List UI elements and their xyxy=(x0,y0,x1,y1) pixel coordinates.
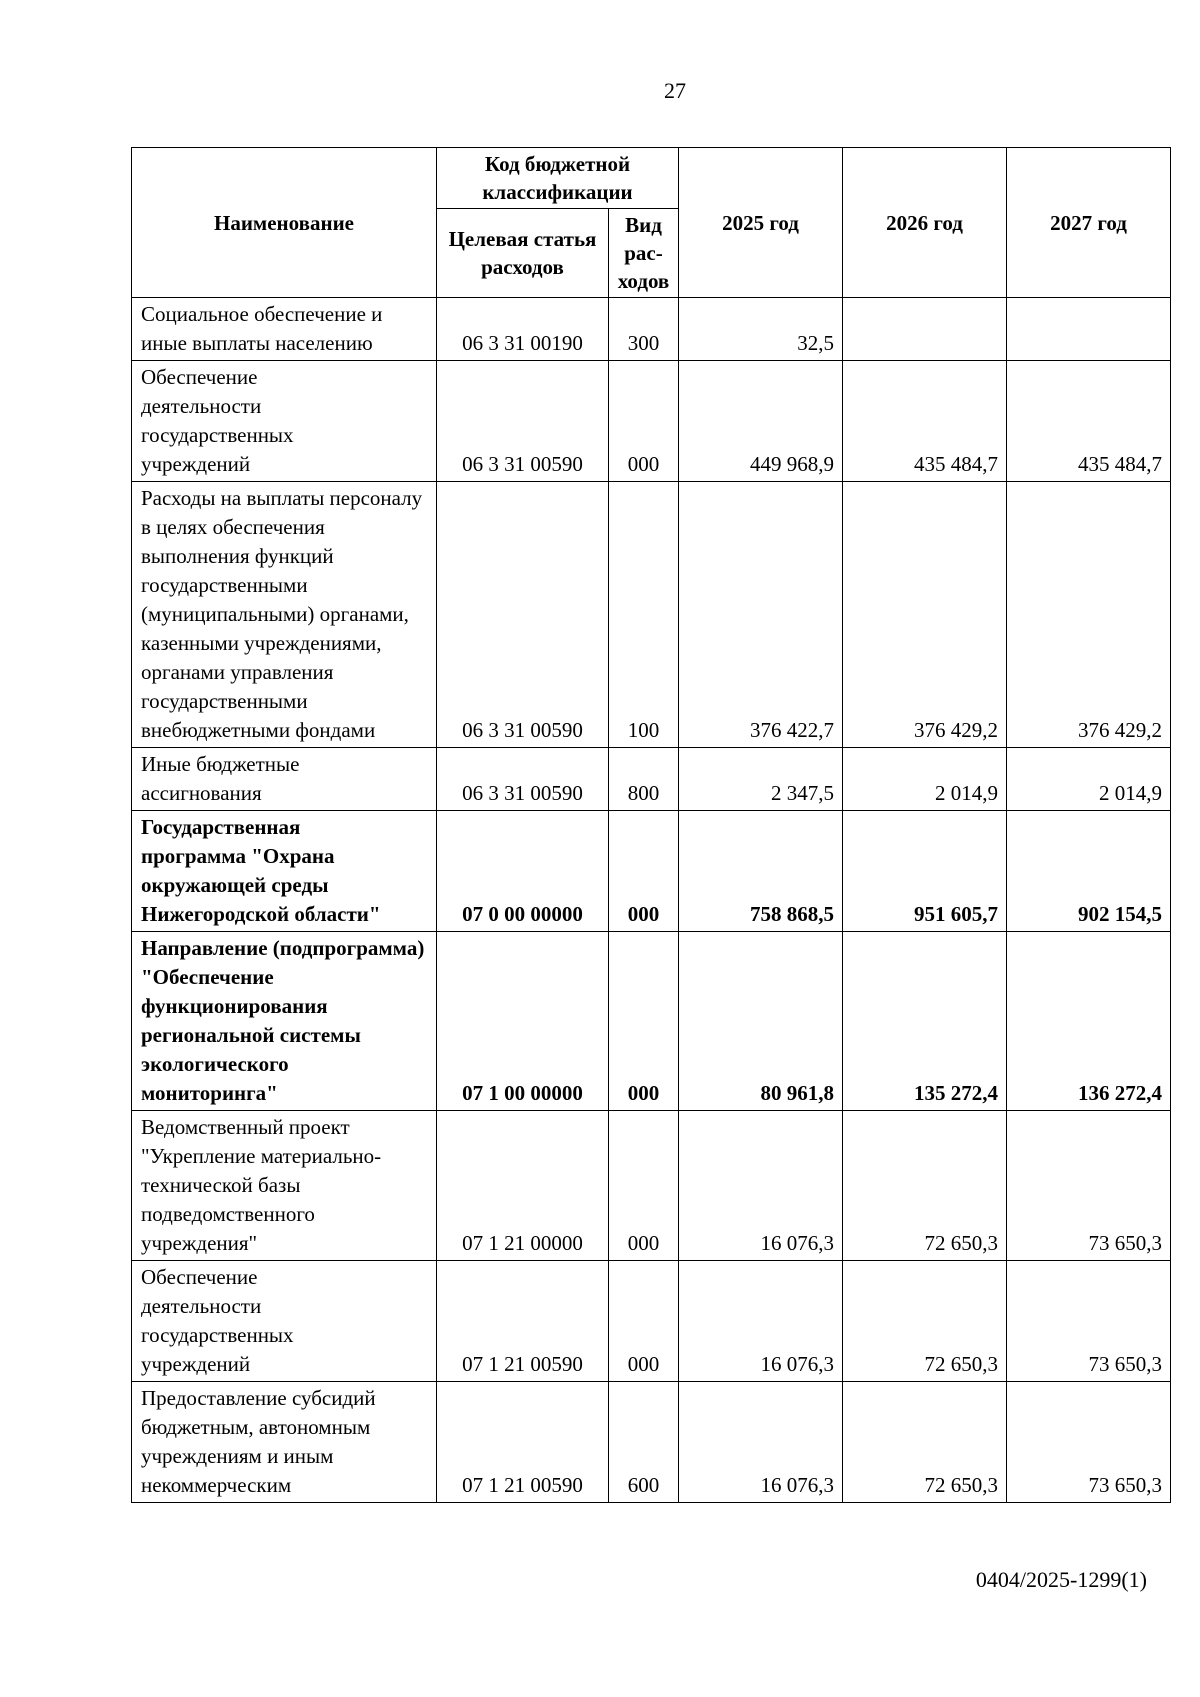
budget-table xyxy=(131,147,1171,1503)
row-2026: 435 484,7 xyxy=(843,361,1007,482)
row-2026: 72 650,3 xyxy=(843,1111,1007,1261)
row-code: 07 1 21 00590 xyxy=(437,1382,609,1503)
row-kind: 600 xyxy=(609,1382,679,1503)
table-row xyxy=(132,1111,1171,1261)
row-2026: 951 605,7 xyxy=(843,811,1007,932)
table-row xyxy=(132,482,1171,748)
row-kind: 100 xyxy=(609,482,679,748)
row-code: 06 3 31 00590 xyxy=(437,482,609,748)
row-2026: 72 650,3 xyxy=(843,1261,1007,1382)
header-expense-type: Вид рас-ходов xyxy=(609,209,679,298)
table-row xyxy=(132,932,1171,1111)
row-code: 07 1 21 00000 xyxy=(437,1111,609,1261)
row-2025: 16 076,3 xyxy=(679,1111,843,1261)
row-2025: 2 347,5 xyxy=(679,748,843,811)
row-kind: 000 xyxy=(609,361,679,482)
header-year-2025: 2025 год xyxy=(679,148,843,298)
header-classification: Код бюджетной классификации xyxy=(437,148,679,209)
row-kind: 000 xyxy=(609,1261,679,1382)
row-code: 06 3 31 00590 xyxy=(437,361,609,482)
row-name: Ведомственный проект "Укрепление материально-технической базы подведомственного учреждения" xyxy=(132,1111,437,1261)
row-2025: 80 961,8 xyxy=(679,932,843,1111)
row-2025: 16 076,3 xyxy=(679,1382,843,1503)
row-kind: 000 xyxy=(609,811,679,932)
row-kind: 300 xyxy=(609,298,679,361)
row-code: 07 0 00 00000 xyxy=(437,811,609,932)
row-code: 07 1 00 00000 xyxy=(437,932,609,1111)
row-2026 xyxy=(843,298,1007,361)
row-2027: 902 154,5 xyxy=(1007,811,1171,932)
row-name: Социальное обеспечение и иные выплаты населению xyxy=(132,298,437,361)
table-row xyxy=(132,811,1171,932)
row-name: Обеспечение деятельности государственных учреждений xyxy=(132,361,437,482)
table-row xyxy=(132,1261,1171,1382)
row-name: Направление (подпрограмма) "Обеспечение функционирования региональной системы экологического мониторинга" xyxy=(132,932,437,1111)
row-2025: 32,5 xyxy=(679,298,843,361)
row-2025: 16 076,3 xyxy=(679,1261,843,1382)
row-code: 06 3 31 00190 xyxy=(437,298,609,361)
row-kind: 000 xyxy=(609,1111,679,1261)
header-row xyxy=(132,148,1171,209)
row-name: Предоставление субсидий бюджетным, автономным учреждениям и иным некоммерческим xyxy=(132,1382,437,1503)
document-number: 0404/2025-1299(1) xyxy=(975,1567,1147,1592)
row-2027: 73 650,3 xyxy=(1007,1382,1171,1503)
row-2027 xyxy=(1007,298,1171,361)
row-name: Расходы на выплаты персоналу в целях обеспечения выполнения функций государственными (муниципальными) органами, казенными учреждениями, органами управления государственными внебюджетными фондами xyxy=(132,482,437,748)
row-2027: 2 014,9 xyxy=(1007,748,1171,811)
row-2026: 135 272,4 xyxy=(843,932,1007,1111)
table-row xyxy=(132,1382,1171,1503)
row-kind: 000 xyxy=(609,932,679,1111)
header-year-2026: 2026 год xyxy=(843,148,1007,298)
table-row xyxy=(132,748,1171,811)
row-name: Обеспечение деятельности государственных учреждений xyxy=(132,1261,437,1382)
row-2025: 758 868,5 xyxy=(679,811,843,932)
row-code: 06 3 31 00590 xyxy=(437,748,609,811)
page-number: 27 xyxy=(664,78,686,103)
row-2027: 73 650,3 xyxy=(1007,1111,1171,1261)
row-2027: 73 650,3 xyxy=(1007,1261,1171,1382)
header-year-2027: 2027 год xyxy=(1007,148,1171,298)
row-2027: 435 484,7 xyxy=(1007,361,1171,482)
header-target-article: Целевая статья расходов xyxy=(437,209,609,298)
row-name: Государственная программа "Охрана окружающей среды Нижегородской области" xyxy=(132,811,437,932)
row-name: Иные бюджетные ассигнования xyxy=(132,748,437,811)
row-code: 07 1 21 00590 xyxy=(437,1261,609,1382)
row-2025: 449 968,9 xyxy=(679,361,843,482)
row-2026: 376 429,2 xyxy=(843,482,1007,748)
row-2026: 2 014,9 xyxy=(843,748,1007,811)
row-2026: 72 650,3 xyxy=(843,1382,1007,1503)
table-row xyxy=(132,298,1171,361)
row-2027: 136 272,4 xyxy=(1007,932,1171,1111)
row-2027: 376 429,2 xyxy=(1007,482,1171,748)
header-name: Наименование xyxy=(132,148,437,298)
row-2025: 376 422,7 xyxy=(679,482,843,748)
row-kind: 800 xyxy=(609,748,679,811)
table-row xyxy=(132,361,1171,482)
